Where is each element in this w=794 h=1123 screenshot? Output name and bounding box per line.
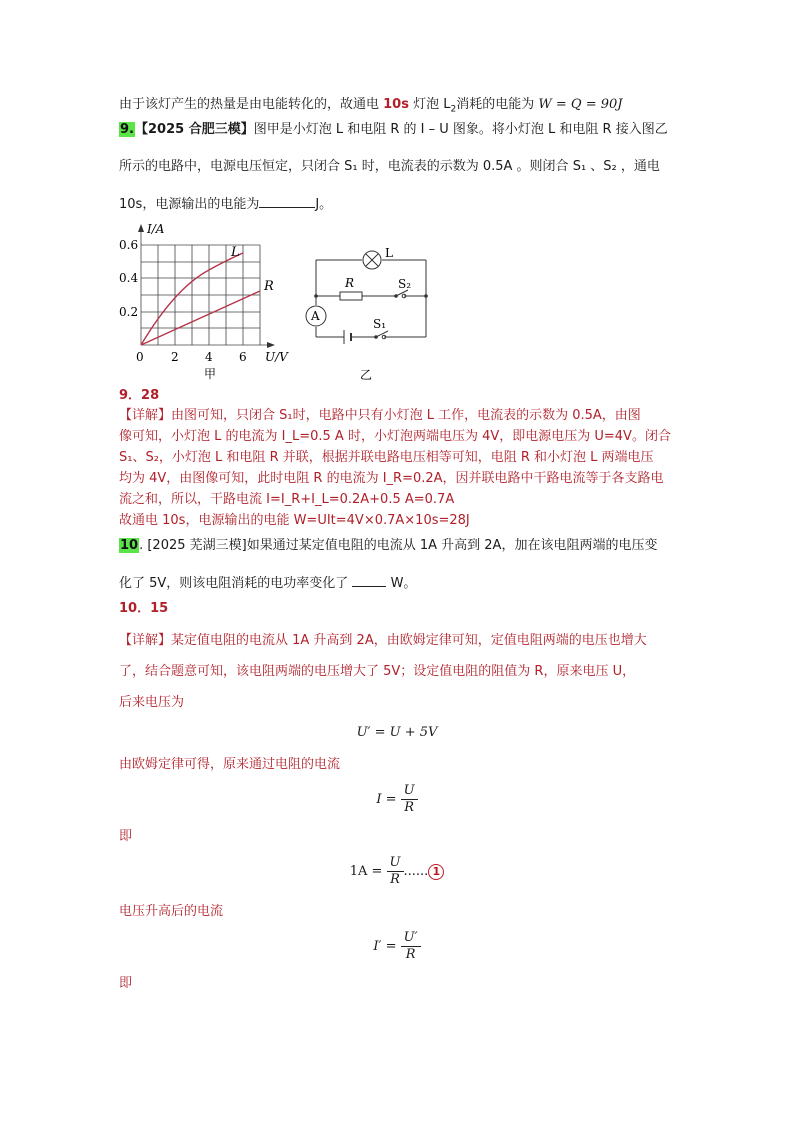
y-tick-0.2: 0.2 <box>119 305 139 319</box>
q9-source: 【2025 合肥三模】 <box>134 122 254 137</box>
ammeter-label: A <box>311 309 320 323</box>
x-tick-6: 6 <box>239 350 247 364</box>
q9-detail-4: 均为 4V，由图像可知，此时电阻 R 的电流为 I_R=0.2A，因并联电路中干路电流等于各支路电 <box>119 471 664 486</box>
q10-detail-4: 由欧姆定律可得，原来通过电阻的电流 <box>119 757 341 772</box>
q10-stem-1: . [2025 芜湖三模]如果通过某定值电阻的电流从 1A 升高到 2A，加在该电阻两端的电压变 <box>139 538 658 553</box>
q9-answer: 9．28 <box>119 388 160 403</box>
switch-s2-label: S₂ <box>398 277 412 291</box>
q9-stem-3-unit: J。 <box>315 197 333 212</box>
circuit-caption: 乙 <box>360 368 373 382</box>
q9-number: 9. <box>120 122 134 137</box>
q9-line3 <box>119 195 332 214</box>
circled-one-icon: 1 <box>428 864 444 880</box>
q9-detail-2: 像可知，小灯泡 L 的电流为 I_L=0.5 A 时，小灯泡两端电压为 4V，即电源电压为 U=4V。闭合 <box>119 429 671 444</box>
q10-detail-1: 【详解】某定值电阻的电流从 1A 升高到 2A，由欧姆定律可知，定值电阻两端的电压也增大 <box>119 633 647 648</box>
q9-line1 <box>119 121 668 139</box>
intro-sub: 2 <box>450 104 457 115</box>
q10-answer: 10．15 <box>119 601 169 616</box>
eq2-num: U <box>401 783 418 800</box>
q10-stem-2: 化了 5V，则该电阻消耗的电功率变化了 <box>119 576 349 591</box>
intro-text: 由于该灯产生的热量是由电能转化的，故通电 <box>119 97 384 112</box>
q10-ji-1: 即 <box>119 829 133 844</box>
curve-L-label: L <box>231 245 240 260</box>
switch-s2-icon <box>314 290 428 298</box>
q10-detail-5: 电压升高后的电流 <box>119 904 224 919</box>
eq3-fraction <box>387 855 404 888</box>
intro-lamp: 灯泡 L <box>408 97 451 112</box>
line-R-label: R <box>264 279 274 294</box>
resistor-icon <box>340 292 362 300</box>
y-axis-label: I/A <box>147 222 165 236</box>
lamp-label: L <box>385 246 393 260</box>
switch-s1-label: S₁ <box>373 317 387 331</box>
q9-stem-2: 所示的电路中，电源电压恒定，只闭合 S₁ 时，电流表的示数为 0.5A 。则闭合 S₁ 、S₂ ，通电 <box>119 159 660 174</box>
eq3-den: R <box>390 872 400 887</box>
y-tick-0.4: 0.4 <box>119 271 139 285</box>
q9-detail-6: 故通电 10s，电源输出的电能 W=UIt=4V×0.7A×10s=28J <box>119 513 470 528</box>
q10-eq2 <box>0 783 794 816</box>
eq3-dots: ...... <box>403 864 429 879</box>
resistor-label: R <box>345 276 355 290</box>
eq3-lhs: 1A = <box>349 864 383 879</box>
q10-answer-blank <box>352 574 386 587</box>
q10-eq3 <box>0 855 794 888</box>
q10-detail-2: 了，结合题意可知，该电阻两端的电压增大了 5V；设定值电阻的阻值为 R，原来电压 U， <box>119 664 636 679</box>
intro-post: 消耗的电能为 <box>456 97 535 112</box>
q10-ji-2: 即 <box>119 976 133 991</box>
eq3-num: U <box>387 855 404 872</box>
q10-detail-3: 后来电压为 <box>119 695 185 710</box>
q9-detail-3: S₁、S₂，小灯泡 L 和电阻 R 并联，根据并联电路电压相等可知，电阻 R 和小灯泡 L 两端电压 <box>119 450 654 465</box>
eq4-num: U′ <box>401 930 421 947</box>
q9-stem-1: 图甲是小灯泡 L 和电阻 R 的 I – U 图象。将小灯泡 L 和电阻 R 接入图乙 <box>253 122 668 137</box>
eq4-fraction <box>401 930 421 963</box>
eq2-fraction <box>401 783 418 816</box>
q9-detail-1: 【详解】由图可知，只闭合 S₁时，电路中只有小灯泡 L 工作，电流表的示数为 0.5A，由图 <box>119 408 641 423</box>
q9-stem-3: 10s，电源输出的电能为 <box>119 197 260 212</box>
intro-time: 10s <box>383 97 409 112</box>
switch-s1-icon <box>374 331 388 339</box>
q9-detail-5: 流之和，所以，干路电流 I=I_R+I_L=0.2A+0.5 A=0.7A <box>119 492 455 507</box>
eq4-lhs: I′ = <box>373 939 397 954</box>
q10-number: 10 <box>120 538 139 553</box>
eq4-den: R <box>405 947 416 962</box>
q10-eq4 <box>0 930 794 963</box>
circuit-diagram <box>300 245 440 383</box>
intro-formula: W = Q = 90J <box>538 97 623 112</box>
graph-caption: 甲 <box>204 367 217 381</box>
x-tick-4: 4 <box>205 350 213 364</box>
eq2-lhs: I = <box>376 792 397 807</box>
q9-line2 <box>119 158 660 176</box>
q10-line2 <box>119 574 416 593</box>
iu-graph <box>115 218 295 383</box>
q9-answer-blank <box>259 195 315 208</box>
q10-line1 <box>119 537 657 555</box>
q10-stem-2-unit: W。 <box>390 576 417 591</box>
battery-icon <box>344 330 351 344</box>
intro-line <box>119 96 622 119</box>
x-tick-2: 2 <box>171 350 179 364</box>
x-axis-label: U/V <box>265 350 288 364</box>
x-tick-0: 0 <box>136 350 144 364</box>
y-tick-0.6: 0.6 <box>119 238 139 252</box>
lamp-icon <box>363 251 381 269</box>
q10-eq1: U′ = U + 5V <box>356 725 438 740</box>
eq2-den: R <box>404 800 415 815</box>
